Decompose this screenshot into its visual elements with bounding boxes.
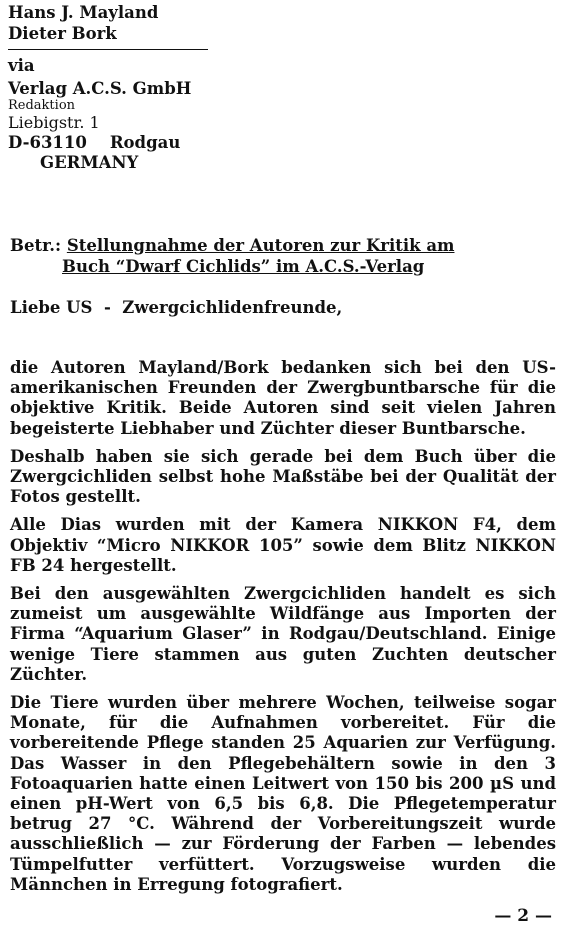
subject-prefix: Betr.: <box>10 236 62 255</box>
paragraph: Die Tiere wurden über mehrere Wochen, teilweise sogar Monate, für die Aufnahmen vorbereitet. Für die vorbereitende Pflege standen 25 Aquarien zur Verfügung. Das Wasser in den Pflegebehältern sowie in den 3 Fotoaquarien hatte einen Leitwert von 150 bis 200 µS und einen pH-Wert von 6,5 bis 6,8. Die Pflegetemperatur betrug 27 °C. Während der Vorbereitungszeit wurde ausschließlich — zur Förderung der Farben — lebendes Tümpelfutter verfüttert. Vorzugsweise wurden die Männchen in Erregung fotografiert. <box>10 693 556 894</box>
recipient-city: D-63110 Rodgau <box>8 133 181 152</box>
recipient-company: Verlag A.C.S. GmbH <box>8 79 192 98</box>
sender-name-2: Dieter Bork <box>8 24 117 43</box>
greeting: Liebe US - Zwergcichlidenfreunde, <box>10 298 343 317</box>
letter-body <box>10 358 556 903</box>
subject-line-1 <box>10 235 454 256</box>
sender-name-1: Hans J. Mayland <box>8 3 159 22</box>
sender-block <box>8 2 158 44</box>
paragraph: die Autoren Mayland/Bork bedanken sich bei den US-amerikanischen Freunden der Zwergbuntbarsche für die objektive Kritik. Beide Autoren sind seit vielen Jahren begeisterte Liebhaber und Züchter dieser Buntbarsche. <box>10 358 556 438</box>
sender-divider <box>8 49 208 50</box>
subject-block <box>10 235 454 277</box>
subject-text-2: Buch “Dwarf Cichlids” im A.C.S.-Verlag <box>62 257 425 276</box>
recipient-country: GERMANY <box>40 153 139 172</box>
subject-line-2 <box>10 256 454 277</box>
subject-text-1: Stellungnahme der Autoren zur Kritik am <box>66 236 455 255</box>
paragraph: Bei den ausgewählten Zwergcichliden handelt es sich zumeist um ausgewählte Wildfänge aus Importen der Firma “Aquarium Glaser” in Rodgau/Deutschland. Einige wenige Tiere stammen aus guten Zuchten deutscher Züchter. <box>10 584 556 684</box>
recipient-street: Liebigstr. 1 <box>8 113 100 132</box>
paragraph: Alle Dias wurden mit der Kamera NIKKON F4, dem Objektiv “Micro NIKKOR 105” sowie dem Blitz NIKKON FB 24 hergestellt. <box>10 515 556 575</box>
via-label: via <box>8 56 35 75</box>
recipient-department: Redaktion <box>8 98 76 113</box>
paragraph: Deshalb haben sie sich gerade bei dem Buch über die Zwergcichliden selbst hohe Maßstäbe bei der Qualität der Fotos gestellt. <box>10 446 556 507</box>
recipient-address <box>8 79 191 173</box>
page-number: — 2 — <box>494 906 552 926</box>
